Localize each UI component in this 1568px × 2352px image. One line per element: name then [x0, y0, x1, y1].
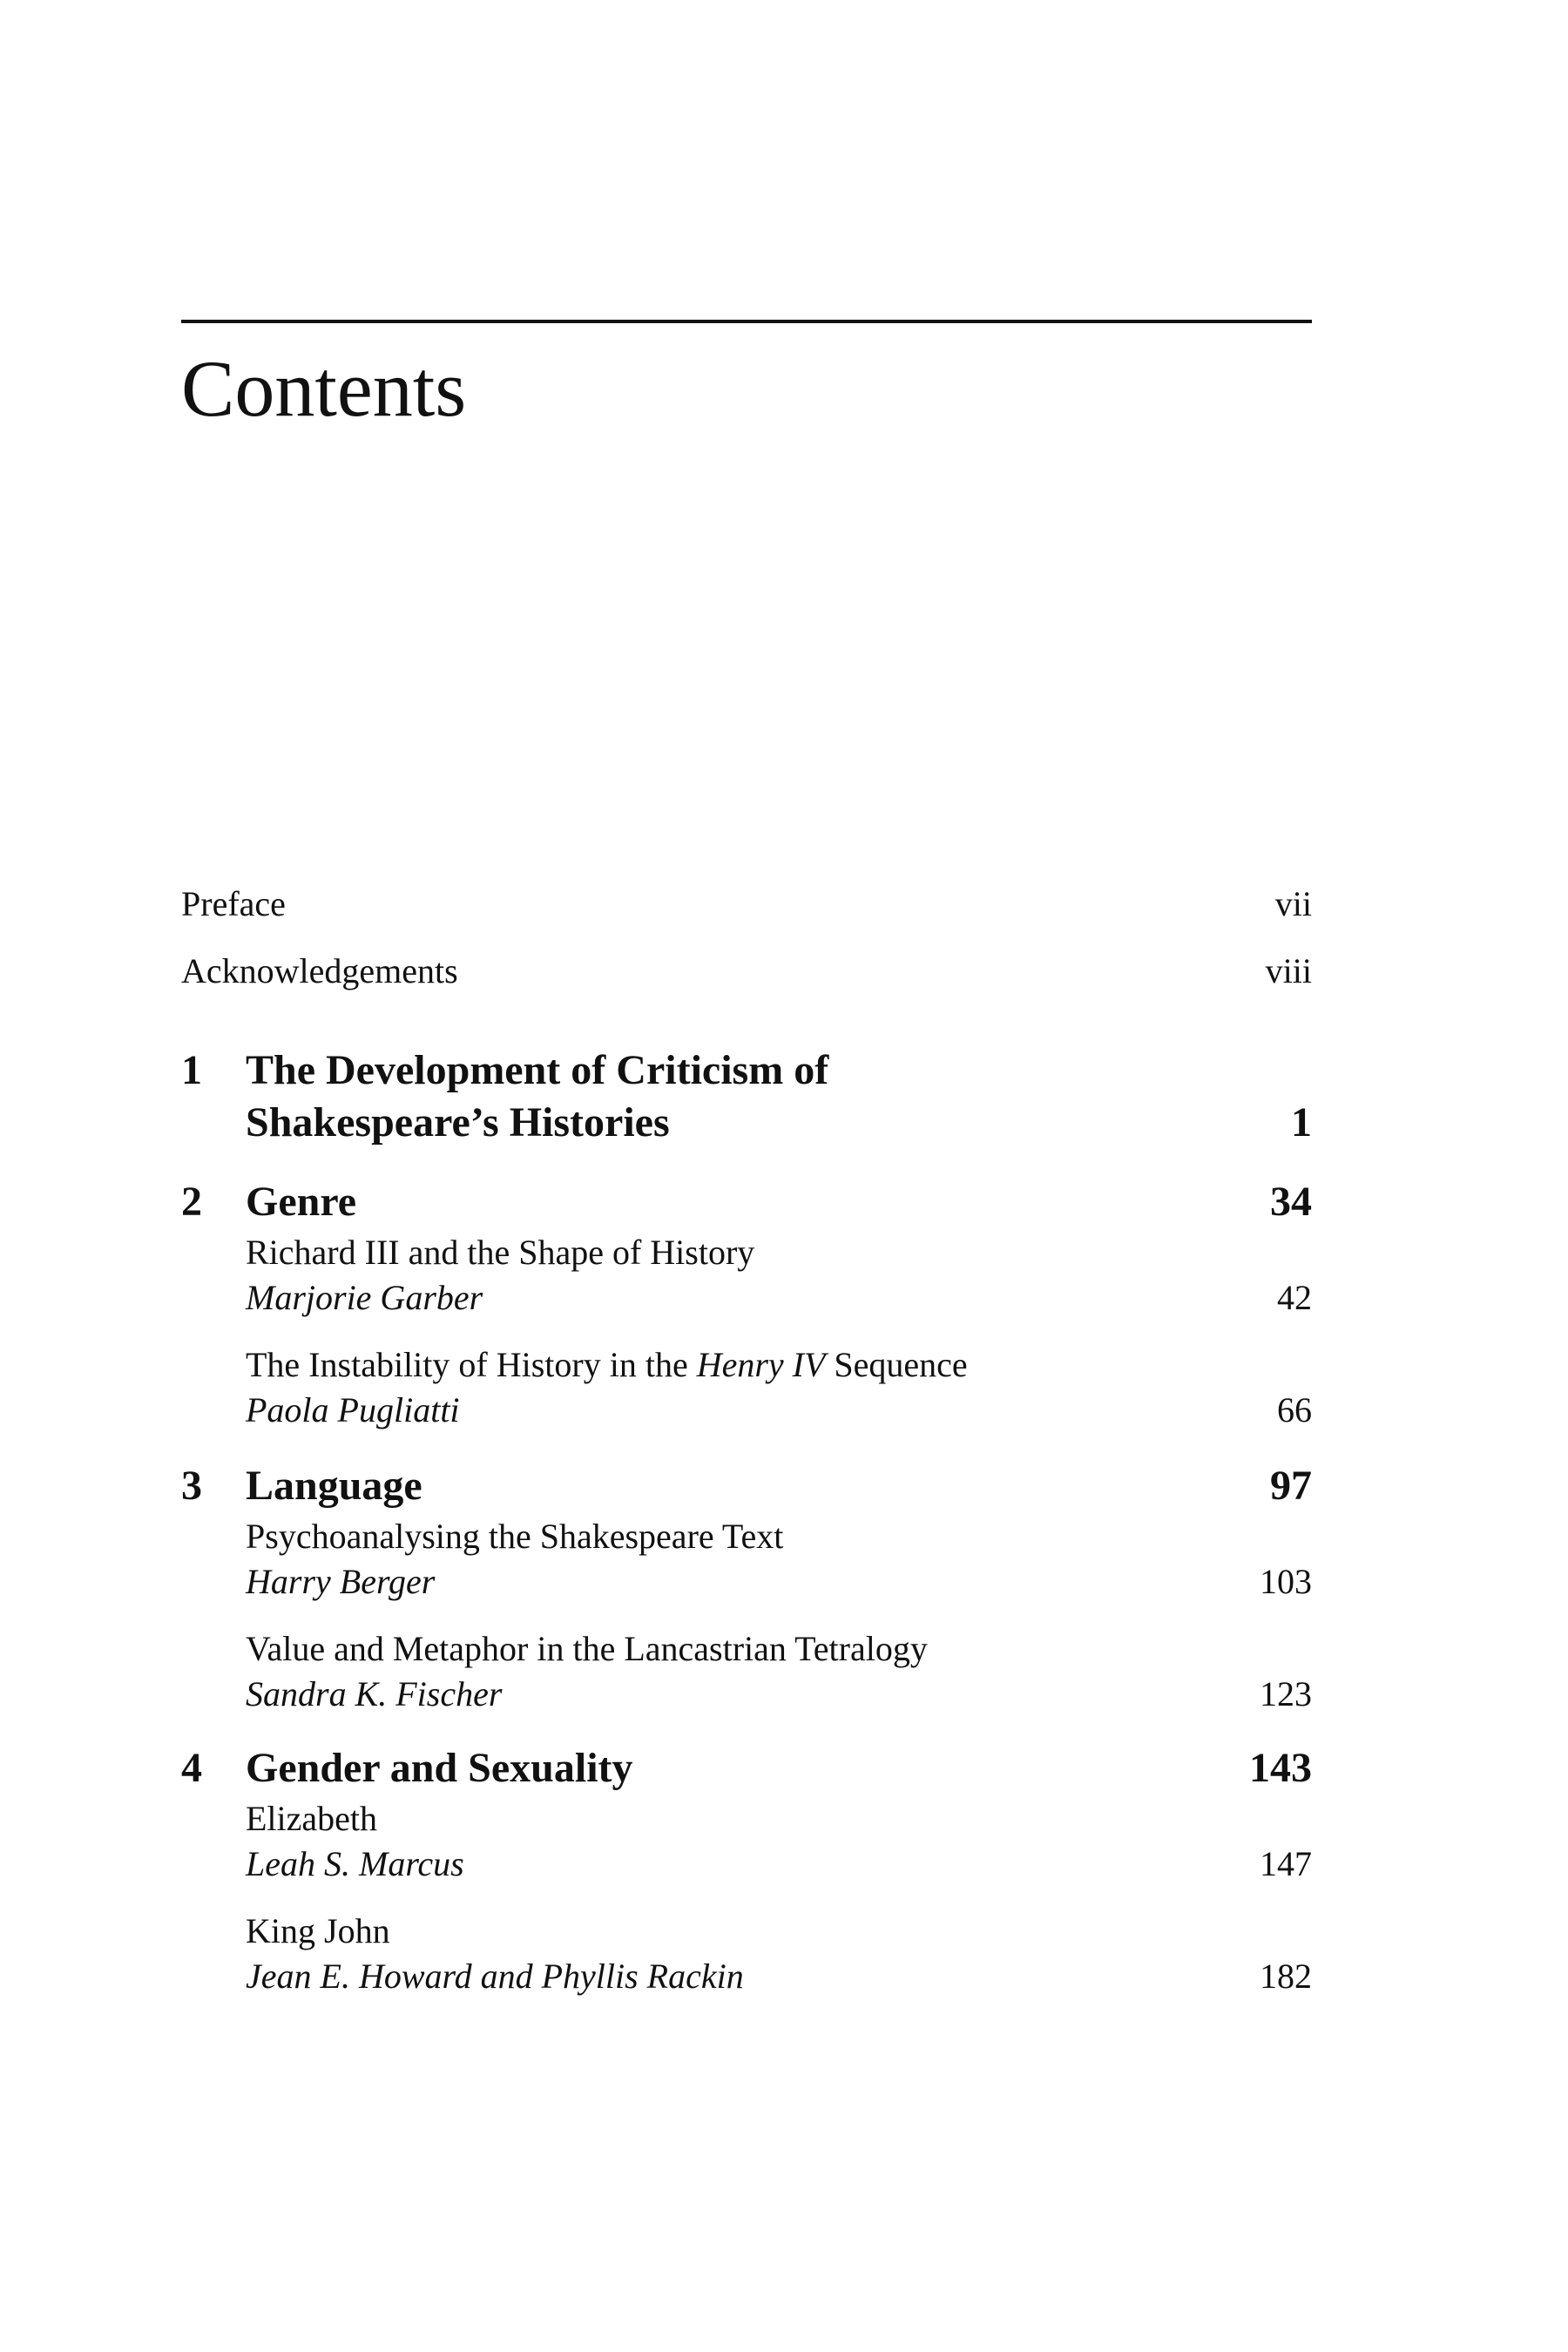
article-page-number: 123	[1260, 1674, 1312, 1713]
article-title: Value and Metaphor in the Lancastrian Tetralogy	[246, 1629, 928, 1668]
chapter-number: 3	[181, 1463, 202, 1509]
toc-page-number: viii	[1265, 951, 1312, 990]
toc-page-number: vii	[1274, 884, 1312, 923]
chapter-page-number: 34	[1270, 1179, 1312, 1225]
article-title: Richard III and the Shape of History	[246, 1233, 755, 1272]
chapter-title-line2: Shakespeare’s Histories	[246, 1099, 670, 1146]
article-title-end: Sequence	[825, 1345, 968, 1384]
article-page-number: 66	[1277, 1390, 1312, 1429]
article-author: Leah S. Marcus	[246, 1844, 464, 1883]
article-author: Sandra K. Fischer	[246, 1674, 503, 1713]
article-author: Harry Berger	[246, 1562, 436, 1601]
chapter-page-number: 1	[1291, 1099, 1312, 1146]
article-page-number: 147	[1260, 1844, 1312, 1883]
chapter-number: 4	[181, 1745, 202, 1791]
article-page-number: 42	[1277, 1278, 1312, 1317]
article-author: Marjorie Garber	[246, 1278, 483, 1317]
article-title-italic: Henry IV	[696, 1345, 826, 1384]
article-title: Psychoanalysing the Shakespeare Text	[246, 1517, 784, 1556]
chapter-number: 1	[181, 1047, 202, 1093]
page-title: Contents	[181, 344, 467, 433]
contents-page	[181, 0, 1312, 2352]
chapter-title: Language	[246, 1463, 422, 1509]
chapter-page-number: 97	[1270, 1463, 1312, 1509]
chapter-page-number: 143	[1249, 1745, 1312, 1791]
article-page-number: 103	[1260, 1562, 1312, 1601]
toc-entry-label: Preface	[181, 884, 286, 923]
chapter-title: Genre	[246, 1179, 357, 1225]
article-title-start: The Instability of History in the	[246, 1345, 697, 1384]
top-rule	[181, 320, 1312, 323]
article-author: Jean E. Howard and Phyllis Rackin	[246, 1957, 744, 1996]
article-title	[246, 1342, 968, 1388]
article-author: Paola Pugliatti	[246, 1390, 460, 1429]
article-title: Elizabeth	[246, 1799, 378, 1838]
toc-entry-label: Acknowledgements	[181, 951, 458, 990]
chapter-title: Gender and Sexuality	[246, 1745, 633, 1791]
chapter-number: 2	[181, 1179, 202, 1225]
article-page-number: 182	[1260, 1957, 1312, 1996]
chapter-title-line1: The Development of Criticism of	[246, 1047, 829, 1093]
article-title: King John	[246, 1911, 390, 1950]
